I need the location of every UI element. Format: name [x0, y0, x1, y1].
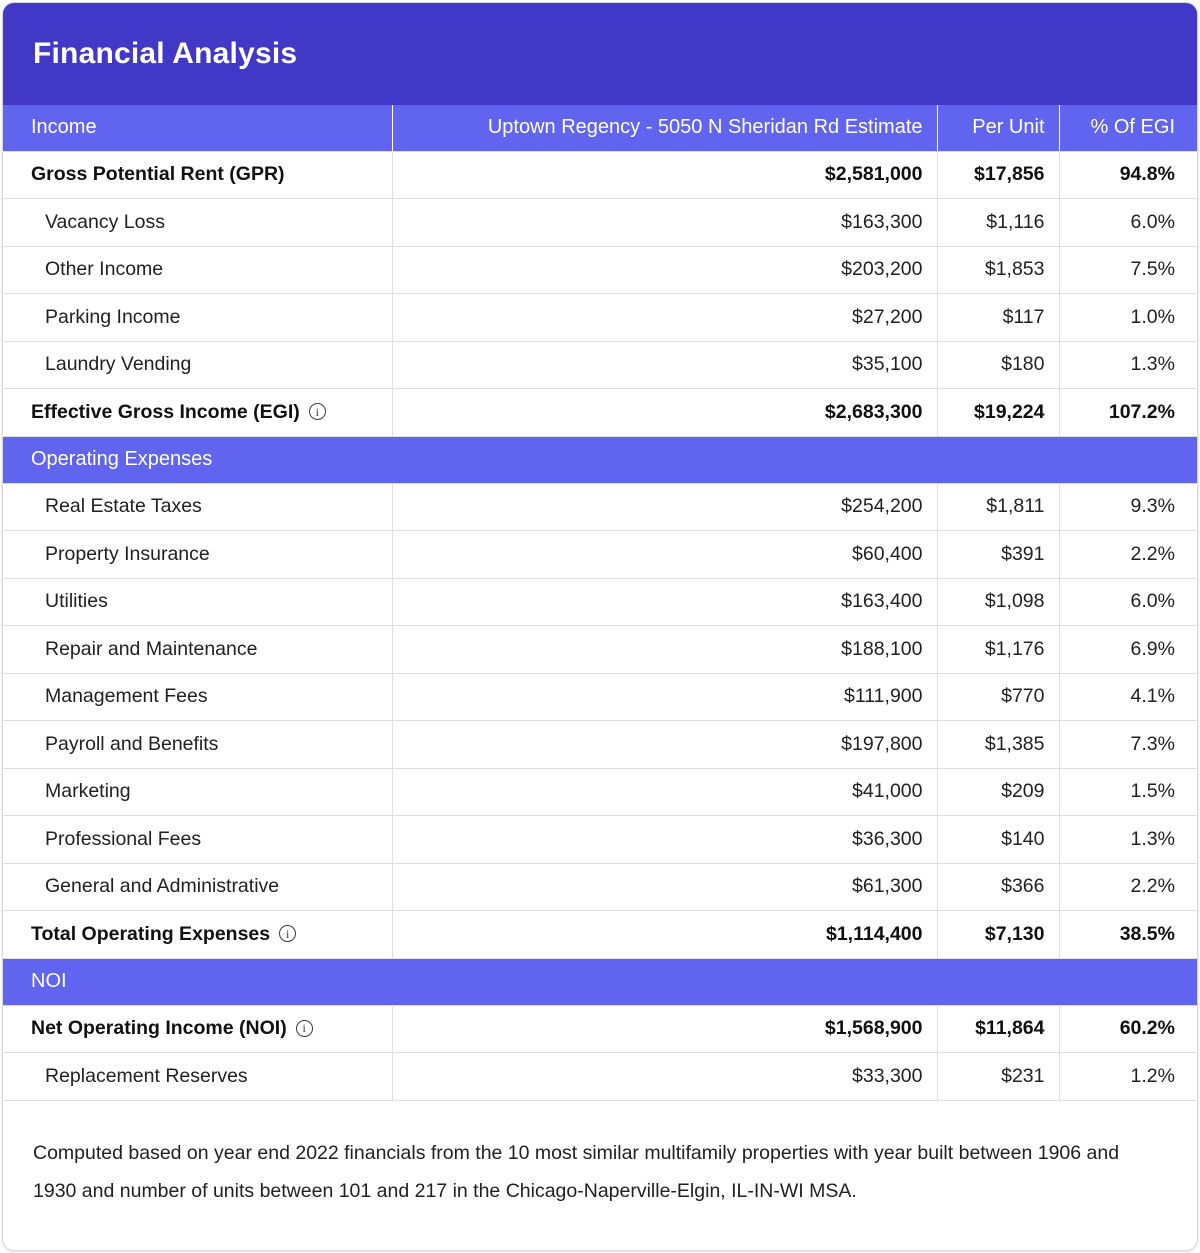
table-body	[3, 151, 1197, 1100]
table-row	[3, 294, 1197, 342]
pct-egi-value: 38.5%	[1059, 911, 1197, 959]
row-label: General and Administrative	[3, 863, 392, 911]
estimate-value: $27,200	[392, 294, 937, 342]
table-row	[3, 911, 1197, 959]
per-unit-value: $180	[937, 341, 1059, 389]
row-label: Real Estate Taxes	[3, 483, 392, 531]
per-unit-value: $140	[937, 816, 1059, 864]
per-unit-value: $1,176	[937, 626, 1059, 674]
table-row	[3, 1053, 1197, 1101]
table-row	[3, 483, 1197, 531]
row-label: Effective Gross Income (EGI) i	[3, 389, 392, 437]
table-row	[3, 341, 1197, 389]
pct-egi-value: 6.0%	[1059, 199, 1197, 247]
estimate-value: $33,300	[392, 1053, 937, 1101]
pct-egi-value: 1.3%	[1059, 816, 1197, 864]
estimate-value: $35,100	[392, 341, 937, 389]
pct-egi-value: 4.1%	[1059, 673, 1197, 721]
section-header-label: Operating Expenses	[3, 436, 1197, 483]
pct-egi-value: 6.9%	[1059, 626, 1197, 674]
column-header-pct-egi: % Of EGI	[1059, 105, 1197, 151]
per-unit-value: $1,116	[937, 199, 1059, 247]
financial-analysis-card	[2, 2, 1198, 1251]
row-label: Parking Income	[3, 294, 392, 342]
row-label: Replacement Reserves	[3, 1053, 392, 1101]
estimate-value: $188,100	[392, 626, 937, 674]
row-label: Property Insurance	[3, 531, 392, 579]
per-unit-value: $231	[937, 1053, 1059, 1101]
row-label: Vacancy Loss	[3, 199, 392, 247]
table-row	[3, 389, 1197, 437]
estimate-value: $197,800	[392, 721, 937, 769]
per-unit-value: $117	[937, 294, 1059, 342]
estimate-value: $1,114,400	[392, 911, 937, 959]
table-row	[3, 816, 1197, 864]
per-unit-value: $770	[937, 673, 1059, 721]
column-header-estimate: Uptown Regency - 5050 N Sheridan Rd Estimate	[392, 105, 937, 151]
footnote-text: Computed based on year end 2022 financials from the 10 most similar multifamily properties with year built between 1906 and 1930 and number of units between 101 and 217 in the Chicago-Naperville-Elgin, IL-IN-WI MSA.	[33, 1141, 1120, 1202]
card-header	[3, 3, 1197, 105]
row-label: Laundry Vending	[3, 341, 392, 389]
section-header-row	[3, 436, 1197, 483]
estimate-value: $203,200	[392, 246, 937, 294]
row-label: Repair and Maintenance	[3, 626, 392, 674]
row-label: Marketing	[3, 768, 392, 816]
per-unit-value: $209	[937, 768, 1059, 816]
financial-table	[3, 105, 1197, 1101]
section-header-label: NOI	[3, 958, 1197, 1005]
estimate-value: $41,000	[392, 768, 937, 816]
per-unit-value: $366	[937, 863, 1059, 911]
table-row	[3, 199, 1197, 247]
pct-egi-value: 7.3%	[1059, 721, 1197, 769]
table-row	[3, 1005, 1197, 1053]
row-label: Other Income	[3, 246, 392, 294]
row-label: Management Fees	[3, 673, 392, 721]
table-row	[3, 531, 1197, 579]
pct-egi-value: 60.2%	[1059, 1005, 1197, 1053]
table-row	[3, 578, 1197, 626]
pct-egi-value: 6.0%	[1059, 578, 1197, 626]
column-header-per-unit: Per Unit	[937, 105, 1059, 151]
row-label: Total Operating Expenses i	[3, 911, 392, 959]
estimate-value: $111,900	[392, 673, 937, 721]
pct-egi-value: 1.2%	[1059, 1053, 1197, 1101]
row-label: Net Operating Income (NOI) i	[3, 1005, 392, 1053]
estimate-value: $163,300	[392, 199, 937, 247]
column-header-row	[3, 105, 1197, 151]
estimate-value: $61,300	[392, 863, 937, 911]
pct-egi-value: 94.8%	[1059, 151, 1197, 199]
page-title: Financial Analysis	[33, 37, 298, 70]
pct-egi-value: 1.3%	[1059, 341, 1197, 389]
pct-egi-value: 1.5%	[1059, 768, 1197, 816]
pct-egi-value: 2.2%	[1059, 531, 1197, 579]
estimate-value: $36,300	[392, 816, 937, 864]
pct-egi-value: 2.2%	[1059, 863, 1197, 911]
per-unit-value: $1,385	[937, 721, 1059, 769]
per-unit-value: $19,224	[937, 389, 1059, 437]
info-icon[interactable]: i	[309, 403, 326, 420]
column-header-income: Income	[3, 105, 392, 151]
table-row	[3, 721, 1197, 769]
row-label: Payroll and Benefits	[3, 721, 392, 769]
info-icon[interactable]: i	[296, 1020, 313, 1037]
estimate-value: $2,581,000	[392, 151, 937, 199]
estimate-value: $1,568,900	[392, 1005, 937, 1053]
row-label: Gross Potential Rent (GPR)	[3, 151, 392, 199]
table-row	[3, 768, 1197, 816]
per-unit-value: $1,853	[937, 246, 1059, 294]
per-unit-value: $1,811	[937, 483, 1059, 531]
pct-egi-value: 7.5%	[1059, 246, 1197, 294]
per-unit-value: $1,098	[937, 578, 1059, 626]
per-unit-value: $7,130	[937, 911, 1059, 959]
row-label: Utilities	[3, 578, 392, 626]
table-row	[3, 626, 1197, 674]
estimate-value: $60,400	[392, 531, 937, 579]
section-header-row	[3, 958, 1197, 1005]
table-row	[3, 246, 1197, 294]
estimate-value: $2,683,300	[392, 389, 937, 437]
per-unit-value: $17,856	[937, 151, 1059, 199]
info-icon[interactable]: i	[279, 925, 296, 942]
per-unit-value: $391	[937, 531, 1059, 579]
pct-egi-value: 1.0%	[1059, 294, 1197, 342]
pct-egi-value: 9.3%	[1059, 483, 1197, 531]
table-row	[3, 673, 1197, 721]
estimate-value: $254,200	[392, 483, 937, 531]
table-row	[3, 151, 1197, 199]
per-unit-value: $11,864	[937, 1005, 1059, 1053]
row-label: Professional Fees	[3, 816, 392, 864]
table-row	[3, 863, 1197, 911]
pct-egi-value: 107.2%	[1059, 389, 1197, 437]
estimate-value: $163,400	[392, 578, 937, 626]
